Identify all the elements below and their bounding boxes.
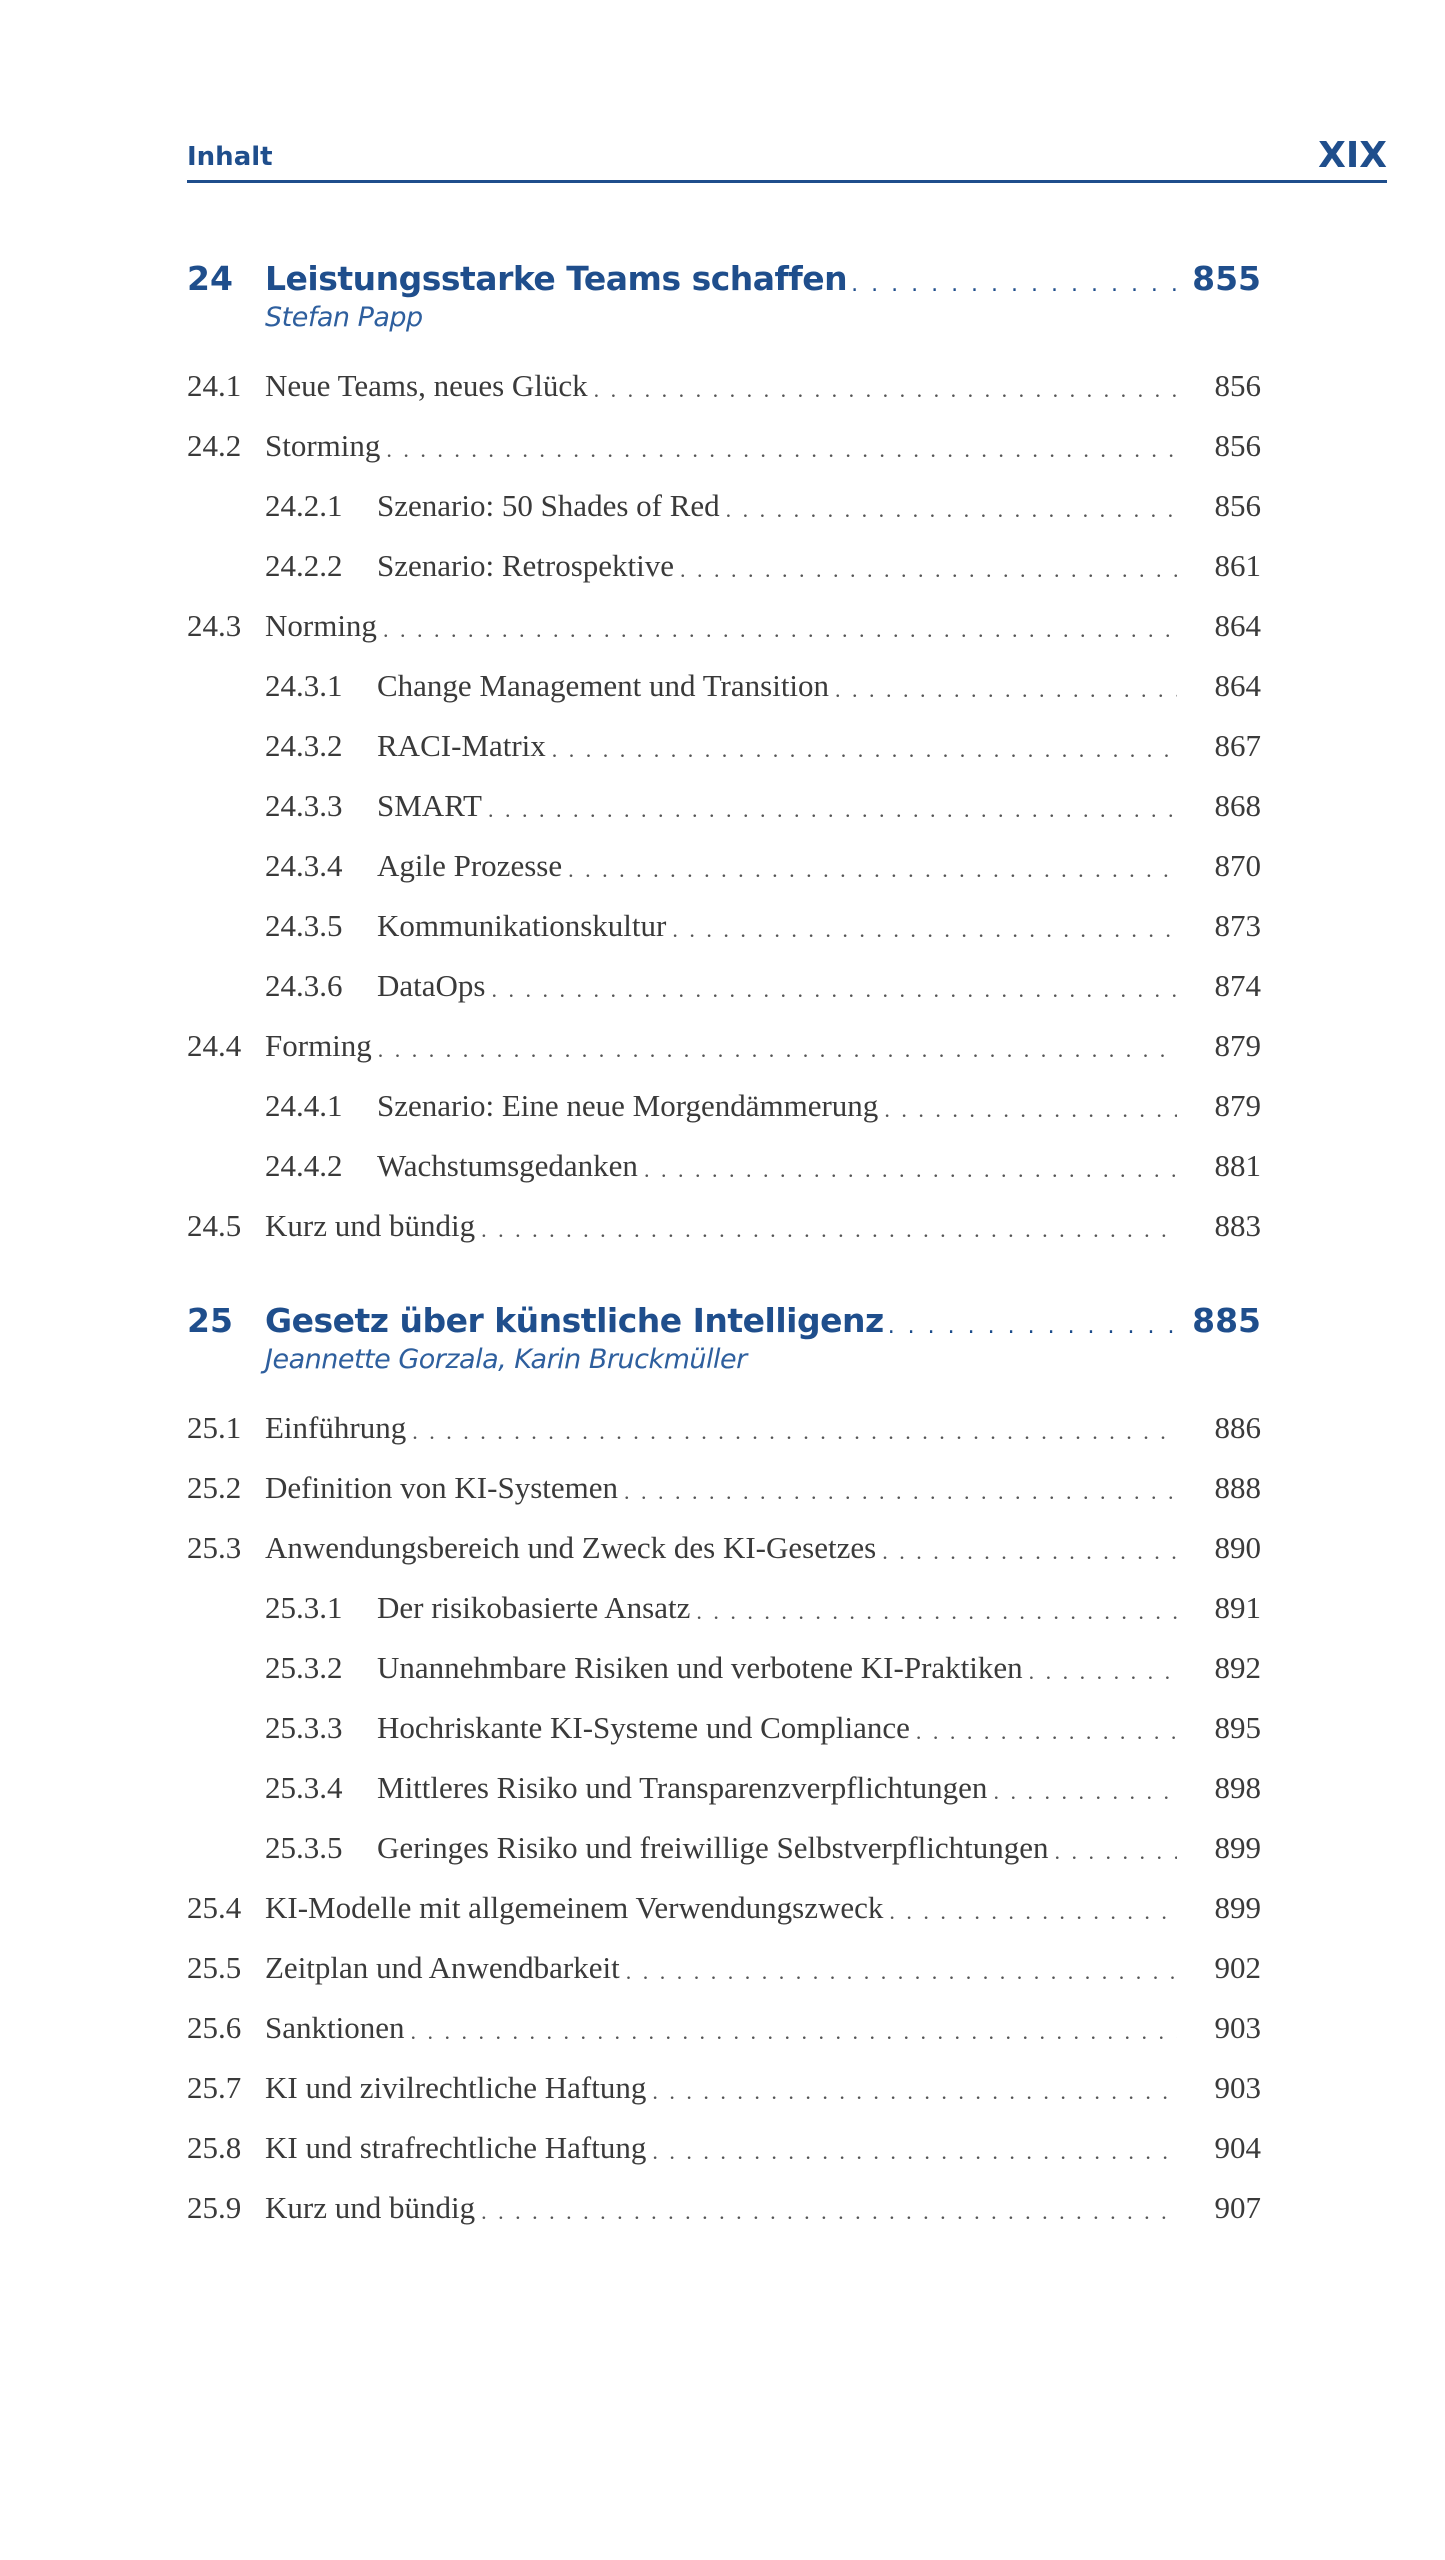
- entry-page-number: 898: [1214, 1770, 1261, 1805]
- chapter-authors: Jeannette Gorzala, Karin Bruckmüller: [265, 1344, 747, 1375]
- toc-entry[interactable]: [187, 1458, 1261, 1518]
- entry-number: 24.2.2: [265, 548, 343, 583]
- dot-leader: [552, 737, 1177, 763]
- entry-number: 25.3.1: [265, 1590, 343, 1625]
- dot-leader: [851, 272, 1177, 297]
- entry-title: Einführung: [265, 1410, 407, 1445]
- entry-page-number: 870: [1214, 848, 1261, 883]
- entry-title: Der risikobasierte Ansatz: [377, 1590, 691, 1625]
- table-of-contents: [187, 240, 1261, 2238]
- toc-entry[interactable]: [187, 1758, 1261, 1818]
- chapter-page-number: 885: [1192, 1300, 1261, 1340]
- entry-number: 24.3.1: [265, 668, 343, 703]
- dot-leader: [644, 1157, 1177, 1183]
- entry-number: 25.1: [187, 1410, 242, 1445]
- toc-entry[interactable]: [187, 356, 1261, 416]
- dot-leader: [672, 917, 1177, 943]
- entry-number: 24.5: [187, 1208, 242, 1243]
- entry-page-number: 864: [1214, 608, 1261, 643]
- entry-page-number: 873: [1214, 908, 1261, 943]
- entry-page-number: 903: [1214, 2010, 1261, 2045]
- dot-leader: [481, 1217, 1177, 1243]
- toc-entry[interactable]: [187, 1398, 1261, 1458]
- entry-title: KI und zivilrechtliche Haftung: [265, 2070, 647, 2105]
- entry-title: Agile Prozesse: [377, 848, 563, 883]
- entry-page-number: 883: [1214, 1208, 1261, 1243]
- entry-number: 24.3: [187, 608, 242, 643]
- toc-entry[interactable]: [187, 1016, 1261, 1076]
- dot-leader: [884, 1097, 1177, 1123]
- entry-page-number: 899: [1214, 1890, 1261, 1925]
- dot-leader: [916, 1719, 1177, 1745]
- dot-leader: [680, 557, 1177, 583]
- entry-number: 24.1: [187, 368, 242, 403]
- toc-entry[interactable]: [187, 1698, 1261, 1758]
- entry-number: 25.2: [187, 1470, 242, 1505]
- toc-entry[interactable]: [187, 1938, 1261, 1998]
- entry-title: Szenario: 50 Shades of Red: [377, 488, 720, 523]
- entry-title: Forming: [265, 1028, 372, 1063]
- entry-title: Neue Teams, neues Glück: [265, 368, 588, 403]
- toc-entry[interactable]: [187, 476, 1261, 536]
- dot-leader: [386, 437, 1177, 463]
- entry-page-number: 867: [1214, 728, 1261, 763]
- entry-number: 24.2: [187, 428, 242, 463]
- dot-leader: [626, 1959, 1177, 1985]
- chapter-authors: Stefan Papp: [265, 302, 423, 333]
- entry-page-number: 886: [1214, 1410, 1261, 1445]
- entry-number: 24.2.1: [265, 488, 343, 523]
- entry-number: 24.4.1: [265, 1088, 343, 1123]
- entry-number: 24.3.6: [265, 968, 343, 1003]
- toc-entry[interactable]: [187, 776, 1261, 836]
- entry-title: Storming: [265, 428, 381, 463]
- entry-page-number: 861: [1214, 548, 1261, 583]
- entry-number: 25.3.5: [265, 1830, 343, 1865]
- entry-title: Kurz und bündig: [265, 1208, 476, 1243]
- entry-number: 24.3.2: [265, 728, 343, 763]
- dot-leader: [594, 377, 1177, 403]
- entry-title: Anwendungsbereich und Zweck des KI-Gesetzes: [265, 1530, 877, 1565]
- entry-page-number: 879: [1214, 1088, 1261, 1123]
- dot-leader: [726, 497, 1177, 523]
- entry-title: Geringes Risiko und freiwillige Selbstverpflichtungen: [377, 1830, 1049, 1865]
- dot-leader: [888, 1314, 1177, 1339]
- toc-entry[interactable]: [187, 1818, 1261, 1878]
- entry-page-number: 895: [1214, 1710, 1261, 1745]
- entry-page-number: 856: [1214, 488, 1261, 523]
- dot-leader: [652, 2139, 1177, 2165]
- dot-leader: [488, 797, 1177, 823]
- entry-page-number: 904: [1214, 2130, 1261, 2165]
- toc-chapter: [187, 248, 1261, 1256]
- entry-title: DataOps: [377, 968, 486, 1003]
- toc-entry[interactable]: [187, 2118, 1261, 2178]
- entry-page-number: 888: [1214, 1470, 1261, 1505]
- entry-page-number: 881: [1214, 1148, 1261, 1183]
- toc-chapter: [187, 1290, 1261, 2238]
- toc-entry[interactable]: [187, 656, 1261, 716]
- toc-entry[interactable]: [187, 1878, 1261, 1938]
- entry-title: Szenario: Eine neue Morgendämmerung: [377, 1088, 879, 1123]
- dot-leader: [491, 977, 1177, 1003]
- entry-title: Zeitplan und Anwendbarkeit: [265, 1950, 620, 1985]
- running-header: [187, 128, 1387, 183]
- entry-page-number: 899: [1214, 1830, 1261, 1865]
- toc-entry[interactable]: [187, 716, 1261, 776]
- entry-number: 24.3.5: [265, 908, 343, 943]
- entry-page-number: 903: [1214, 2070, 1261, 2105]
- dot-leader: [993, 1779, 1177, 1805]
- dot-leader: [1055, 1839, 1177, 1865]
- entry-page-number: 868: [1214, 788, 1261, 823]
- entry-title: Change Management und Transition: [377, 668, 830, 703]
- toc-entry[interactable]: [187, 2058, 1261, 2118]
- chapter-number: 24: [187, 258, 233, 298]
- dot-leader: [835, 677, 1177, 703]
- entry-page-number: 902: [1214, 1950, 1261, 1985]
- toc-entry[interactable]: [187, 1076, 1261, 1136]
- entry-number: 25.3.2: [265, 1650, 343, 1685]
- entry-page-number: 907: [1214, 2190, 1261, 2225]
- toc-entry[interactable]: [187, 1578, 1261, 1638]
- entry-number: 25.3.4: [265, 1770, 343, 1805]
- toc-entry[interactable]: [187, 1136, 1261, 1196]
- toc-entry[interactable]: [187, 2178, 1261, 2238]
- entry-number: 25.6: [187, 2010, 242, 2045]
- entry-number: 24.3.4: [265, 848, 343, 883]
- entry-title: Sanktionen: [265, 2010, 405, 2045]
- dot-leader: [481, 2199, 1177, 2225]
- toc-entry[interactable]: [187, 1518, 1261, 1578]
- dot-leader: [696, 1599, 1177, 1625]
- chapter-page-number: 855: [1192, 258, 1261, 298]
- entry-title: Hochriskante KI-Systeme und Compliance: [377, 1710, 910, 1745]
- toc-entry[interactable]: [187, 536, 1261, 596]
- entry-number: 24.4: [187, 1028, 242, 1063]
- entry-title: Mittleres Risiko und Transparenzverpflichtungen: [377, 1770, 988, 1805]
- entry-number: 24.4.2: [265, 1148, 343, 1183]
- entry-number: 24.3.3: [265, 788, 343, 823]
- entry-page-number: 856: [1214, 368, 1261, 403]
- dot-leader: [882, 1539, 1177, 1565]
- chapter-title: Gesetz über künstliche Intelligenz: [265, 1300, 884, 1340]
- dot-leader: [1029, 1659, 1177, 1685]
- toc-entry[interactable]: [187, 956, 1261, 1016]
- entry-page-number: 890: [1214, 1530, 1261, 1565]
- entry-title: Definition von KI-Systemen: [265, 1470, 619, 1505]
- entry-number: 25.9: [187, 2190, 242, 2225]
- dot-leader: [383, 617, 1177, 643]
- toc-entry[interactable]: [187, 416, 1261, 476]
- entry-page-number: 856: [1214, 428, 1261, 463]
- header-page-number: XIX: [1318, 135, 1387, 176]
- toc-entry[interactable]: [187, 1998, 1261, 2058]
- entry-title: KI und strafrechtliche Haftung: [265, 2130, 647, 2165]
- entry-title: Norming: [265, 608, 377, 643]
- dot-leader: [411, 2019, 1178, 2045]
- entry-title: Kommunikationskultur: [377, 908, 667, 943]
- toc-entry[interactable]: [187, 836, 1261, 896]
- toc-entry[interactable]: [187, 896, 1261, 956]
- entry-title: Szenario: Retrospektive: [377, 548, 674, 583]
- entry-title: RACI-Matrix: [377, 728, 546, 763]
- entry-title: Unannehmbare Risiken und verbotene KI-Praktiken: [377, 1650, 1023, 1685]
- toc-chapter-heading[interactable]: [187, 1290, 1261, 1350]
- entry-title: KI-Modelle mit allgemeinem Verwendungszweck: [265, 1890, 884, 1925]
- entry-page-number: 864: [1214, 668, 1261, 703]
- entry-number: 25.7: [187, 2070, 242, 2105]
- chapter-spacer: [187, 1256, 1261, 1282]
- dot-leader: [652, 2079, 1177, 2105]
- toc-entry[interactable]: [187, 596, 1261, 656]
- dot-leader: [412, 1419, 1177, 1445]
- dot-leader: [568, 857, 1177, 883]
- dot-leader: [624, 1479, 1177, 1505]
- header-section-title: Inhalt: [187, 142, 273, 172]
- entry-page-number: 874: [1214, 968, 1261, 1003]
- entry-title: SMART: [377, 788, 482, 823]
- entry-title: Kurz und bündig: [265, 2190, 476, 2225]
- entry-number: 25.3.3: [265, 1710, 343, 1745]
- entry-page-number: 892: [1214, 1650, 1261, 1685]
- entry-page-number: 891: [1214, 1590, 1261, 1625]
- entry-number: 25.8: [187, 2130, 242, 2165]
- toc-entry[interactable]: [187, 1638, 1261, 1698]
- entry-number: 25.3: [187, 1530, 242, 1565]
- entry-number: 25.4: [187, 1890, 242, 1925]
- toc-chapter-heading[interactable]: [187, 248, 1261, 308]
- toc-entry[interactable]: [187, 1196, 1261, 1256]
- dot-leader: [889, 1899, 1177, 1925]
- entry-page-number: 879: [1214, 1028, 1261, 1063]
- chapter-title: Leistungsstarke Teams schaffen: [265, 258, 848, 298]
- entry-title: Wachstumsgedanken: [377, 1148, 638, 1183]
- chapter-number: 25: [187, 1300, 233, 1340]
- dot-leader: [378, 1037, 1177, 1063]
- entry-number: 25.5: [187, 1950, 242, 1985]
